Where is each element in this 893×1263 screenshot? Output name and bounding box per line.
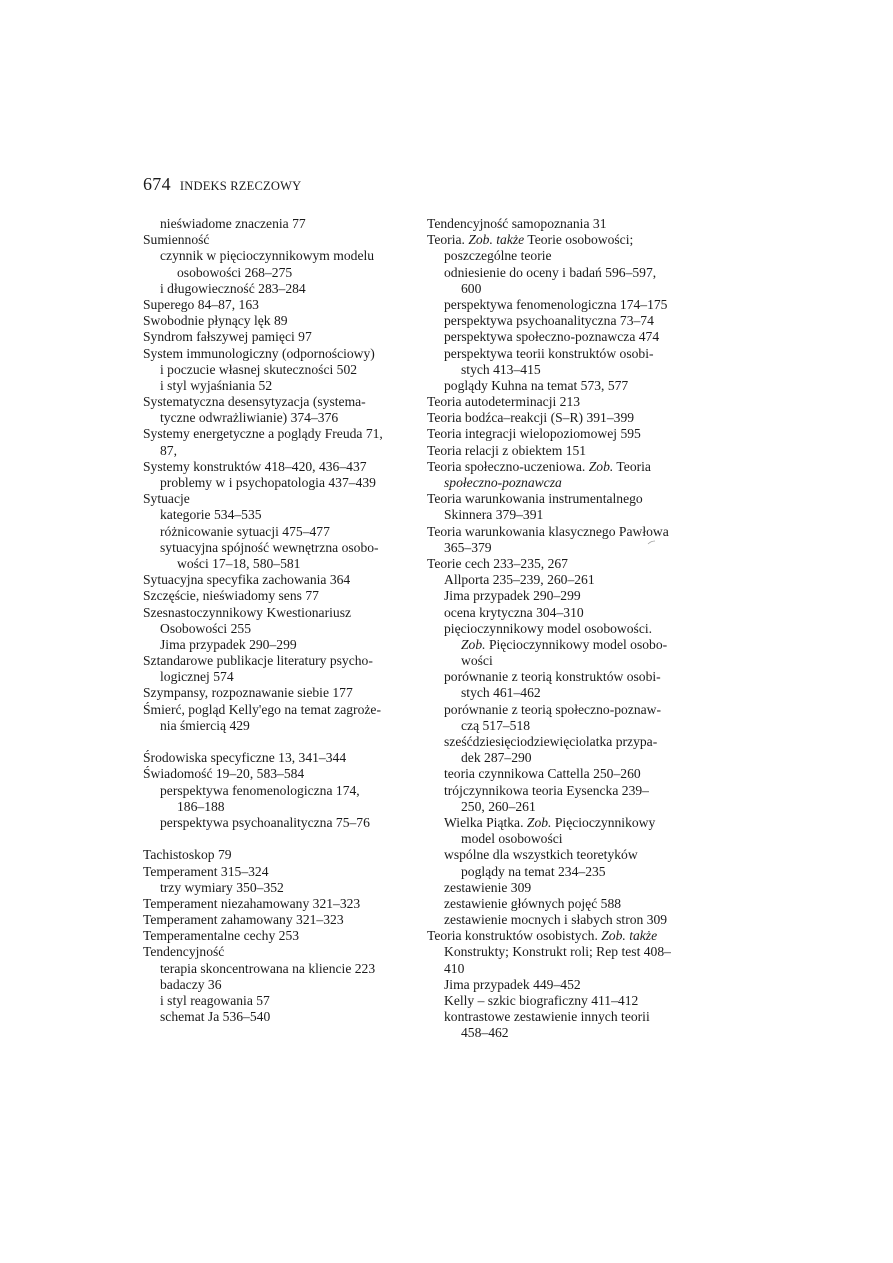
index-entry: Teoria integracji wielopoziomowej 595 [427,426,641,442]
index-entry: Sumienność [143,232,210,248]
index-column-left [143,216,411,1025]
index-subentry: pięcioczynnikowy model osobowości. [444,620,653,636]
index-subentry: trójczynnikowa teoria Eysencka 239– [444,782,649,798]
index-subentry: logicznej 574 [160,669,234,685]
index-subentry: porównanie z teorią społeczno-poznaw- [444,701,662,717]
index-subentry: sytuacyjna spójność wewnętrzna osobo- [160,539,379,555]
index-subentry: perspektywa teorii konstruktów osobi- [444,345,654,361]
index-subentry: wspólne dla wszystkich teoretyków [444,847,638,863]
index-subentry: społeczno-poznawcza [444,475,562,490]
index-subentry: odniesienie do oceny i badań 596–597, [444,264,657,280]
index-entry: Teoria warunkowania instrumentalnego [427,491,643,507]
index-subentry: problemy w i psychopatologia 437–439 [160,475,376,490]
index-entry: Teoria bodźca–reakcji (S–R) 391–399 [427,410,635,426]
index-subentry: zestawienie mocnych i słabych stron 309 [444,912,668,928]
index-subentry: kategorie 534–535 [160,507,262,523]
index-entry: Teoria konstruktów osobistych. Zob. także [427,928,658,944]
index-entry: Swobodnie płynący lęk 89 [143,313,288,329]
index-entry: Teoria warunkowania klasycznego Pawłowa [427,523,669,539]
index-entry: Temperament zahamowany 321–323 [143,912,344,928]
index-column-right [427,216,699,1042]
index-subentry: 250, 260–261 [461,798,536,814]
index-entry: Szympansy, rozpoznawanie siebie 177 [143,685,353,701]
index-subentry: tyczne odwrażliwianie) 374–376 [160,410,339,426]
index-entry: Temperament niezahamowany 321–323 [143,895,361,911]
index-entry: Tachistoskop 79 [143,847,232,863]
index-subentry: zestawienie głównych pojęć 588 [444,895,622,911]
index-subentry: stych 413–415 [461,361,541,377]
index-entry: Tendencyjność [143,944,225,960]
index-subentry: dek 287–290 [461,750,532,766]
index-subentry: Allporta 235–239, 260–261 [444,572,595,588]
index-entry: Teoria. Zob. także Teorie osobowości; [427,232,634,248]
index-entry: Sztandarowe publikacje literatury psycho- [143,653,373,669]
index-subentry: 410 [444,960,465,976]
index-subentry: kontrastowe zestawienie innych teorii [444,1009,650,1025]
index-subentry: perspektywa fenomenologiczna 174, [160,782,360,798]
index-subentry: perspektywa psychoanalityczna 73–74 [444,313,654,329]
index-subentry: 365–379 [444,539,492,555]
index-subentry: Jima przypadek 449–452 [444,976,581,992]
index-entry: Syndrom fałszywej pamięci 97 [143,329,312,345]
index-subentry: Zob. Pięcioczynnikowy model osobo- [461,636,668,652]
index-subentry: i styl reagowania 57 [160,993,270,1008]
index-entry: Środowiska specyficzne 13, 341–344 [143,750,347,766]
index-subentry: 186–188 [177,798,225,814]
index-entry: Temperament 315–324 [143,863,269,879]
index-subentry: trzy wymiary 350–352 [160,879,284,895]
index-entry: Szesnastoczynnikowy Kwestionariusz [143,604,352,620]
index-subentry: i długowieczność 283–284 [160,280,306,296]
index-subentry: wości 17–18, 580–581 [177,555,301,571]
index-entry: System immunologiczny (odpornościowy) [143,345,375,361]
index-entry: Tendencyjność samopoznania 31 [427,216,607,231]
pencil-mark [647,540,656,545]
index-subentry: porównanie z teorią konstruktów osobi- [444,669,661,685]
index-subentry: Osobowości 255 [160,620,252,636]
index-entry: Superego 84–87, 163 [143,296,259,312]
index-subentry: perspektywa fenomenologiczna 174–175 [444,296,668,312]
index-subentry: zestawienie 309 [444,879,532,895]
index-subentry: i poczucie własnej skuteczności 502 [160,361,358,377]
section-gap [143,831,411,847]
index-entry: Sytuacje [143,491,190,507]
index-subentry: badaczy 36 [160,976,222,992]
index-subentry: nia śmiercią 429 [160,717,250,733]
index-subentry: perspektywa społeczno-poznawcza 474 [444,329,660,345]
index-subentry: Kelly – szkic biograficzny 411–412 [444,993,639,1008]
index-entry: Sytuacyjna specyfika zachowania 364 [143,572,351,588]
index-entry: Systemy konstruktów 418–420, 436–437 [143,458,367,474]
page-header [143,174,301,195]
index-entry: Teorie cech 233–235, 267 [427,555,568,571]
index-subentry: czą 517–518 [461,717,531,733]
index-subentry: 458–462 [461,1025,509,1041]
index-subentry: Wielka Piątka. Zob. Pięcioczynnikowy [444,814,656,830]
index-entry: Systemy energetyczne a poglądy Freuda 71, [143,426,383,442]
index-subentry: 87, [160,442,177,458]
index-subentry: 600 [461,280,482,296]
index-entry: Śmierć, pogląd Kelly'ego na temat zagroże- [143,701,381,717]
running-title: INDEKS RZECZOWY [179,179,302,193]
index-entry: Systematyczna desensytyzacja (systema- [143,394,366,410]
index-entry: Szczęście, nieświadomy sens 77 [143,588,319,604]
index-subentry: różnicowanie sytuacji 475–477 [160,523,330,539]
index-subentry: Jima przypadek 290–299 [160,636,297,652]
index-entry: Teoria społeczno-uczeniowa. Zob. Teoria [427,458,651,474]
index-subentry: Skinnera 379–391 [444,507,544,523]
index-subentry: terapia skoncentrowana na kliencie 223 [160,960,376,976]
index-subentry: czynnik w pięcioczynnikowym modelu [160,248,375,264]
page-number: 674 [143,174,171,194]
index-subentry: teoria czynnikowa Cattella 250–260 [444,766,641,782]
index-subentry: Konstrukty; Konstrukt roli; Rep test 408– [444,944,671,960]
index-subentry: ocena krytyczna 304–310 [444,604,584,620]
index-subentry: Jima przypadek 290–299 [444,588,581,604]
index-entry: Świadomość 19–20, 583–584 [143,766,305,782]
section-gap [143,734,411,750]
index-entry: Teoria autodeterminacji 213 [427,394,581,410]
index-subentry: sześćdziesięciodziewięciolatka przypa- [444,734,658,749]
index-subentry: poglądy Kuhna na temat 573, 577 [444,377,629,393]
index-subentry: stych 461–462 [461,685,541,701]
index-subentry: model osobowości [461,831,563,847]
index-subentry: poglądy na temat 234–235 [461,863,606,879]
index-subentry: nieświadome znaczenia 77 [160,216,306,231]
index-subentry: i styl wyjaśniania 52 [160,377,273,393]
index-subentry: poszczególne teorie [444,248,552,264]
index-entry: Teoria relacji z obiektem 151 [427,442,587,458]
index-subentry: wości [461,653,493,669]
index-entry: Temperamentalne cechy 253 [143,928,300,944]
index-subentry: schemat Ja 536–540 [160,1009,271,1025]
index-subentry: osobowości 268–275 [177,264,293,280]
index-subentry: perspektywa psychoanalityczna 75–76 [160,814,370,830]
